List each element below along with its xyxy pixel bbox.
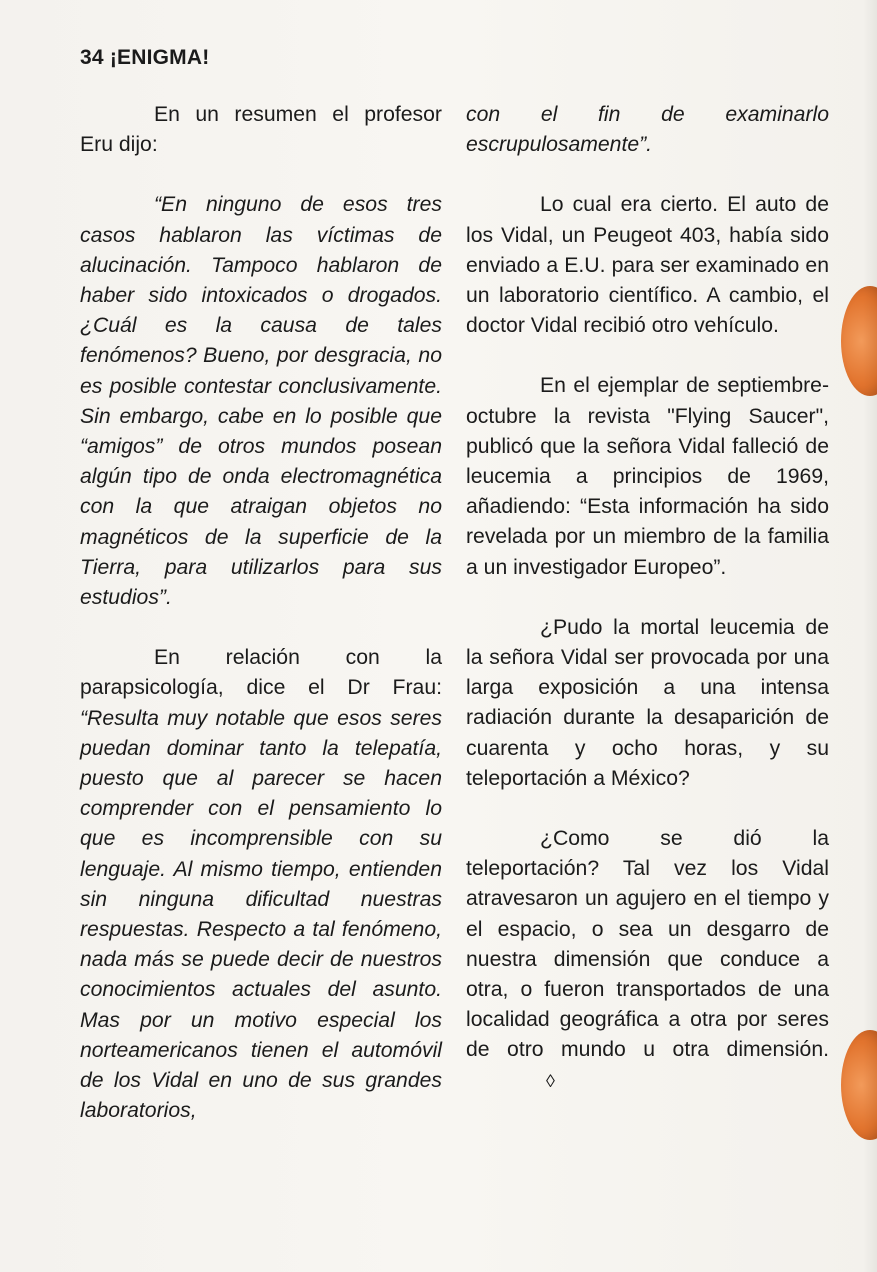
right-column [466, 100, 829, 1096]
left-column [80, 100, 442, 1127]
paragraph-intro: En relación con la parapsicología, dice el Dr Frau: [80, 646, 442, 700]
end-mark-icon: ◊ [546, 1070, 555, 1091]
page-title: ¡ENIGMA! [109, 46, 210, 69]
quote-text: “Resulta muy notable que esos seres puedan dominar tanto la telepatía, puesto que al parecer se hacen comprender con el pensamiento lo que es incomprensible con su lenguaje. Al mismo tiempo, entienden sin ninguna dificultad nuestras respuestas. Respecto a tal fenómeno, nada más se puede decir de nuestros conocimientos actuales del asunto. Mas por un motivo especial los norteamericanos tienen el automóvil de los Vidal en uno de sus grandes laboratorios, [80, 706, 442, 1123]
paragraph-text: ¿Como se dió la teleportación? Tal vez los Vidal atravesaron un agujero en el tiempo y el espacio, o sea un desgarro de nuestra dimensión que conduce a otra, o fueron transportados de una localidad geográfica a otra por seres de otro mundo u otra dimensión. [466, 827, 829, 1062]
paragraph: En un resumen el profesor Eru dijo: [80, 103, 442, 157]
paragraph: Lo cual era cierto. El auto de los Vidal, un Peugeot 403, había sido enviado a E.U. para ser examinado en un laboratorio científico. A cambio, el doctor Vidal recibió otro vehículo. [466, 193, 829, 338]
quote-continuation: con el fin de examinarlo escrupulosamente”. [466, 103, 829, 157]
paragraph [80, 643, 442, 1126]
paragraph: ¿Pudo la mortal leucemia de la señora Vidal ser provocada por una larga exposición a una intensa radiación durante la desaparición de cuarenta y ocho horas, y su teleportación a México? [466, 615, 829, 790]
page-edge-shade [863, 0, 877, 1272]
page-header [80, 46, 209, 70]
paragraph [466, 824, 829, 1096]
paragraph: En el ejemplar de septiembre-octubre la revista "Flying Saucer", publicó que la señora Vidal falleció de leucemia a principios de 1969, añadiendo: “Esta información ha sido revelada por un miembro de la familia a un investigador Europeo”. [466, 374, 829, 579]
page-number: 34 [80, 46, 104, 69]
quote-paragraph: “En ninguno de esos tres casos hablaron las víctimas de alucinación. Tampoco hablaron de haber sido intoxicados o drogados. ¿Cuál es la causa de tales fenómenos? Bueno, por desgracia, no es posible contestar conclusivamente. Sin embargo, cabe en lo posible que “amigos” de otros mundos posean algún tipo de onda electromagnética con la que atraigan objetos no magnéticos de la superficie de la Tierra, para utilizarlos para sus estudios”. [80, 193, 442, 610]
